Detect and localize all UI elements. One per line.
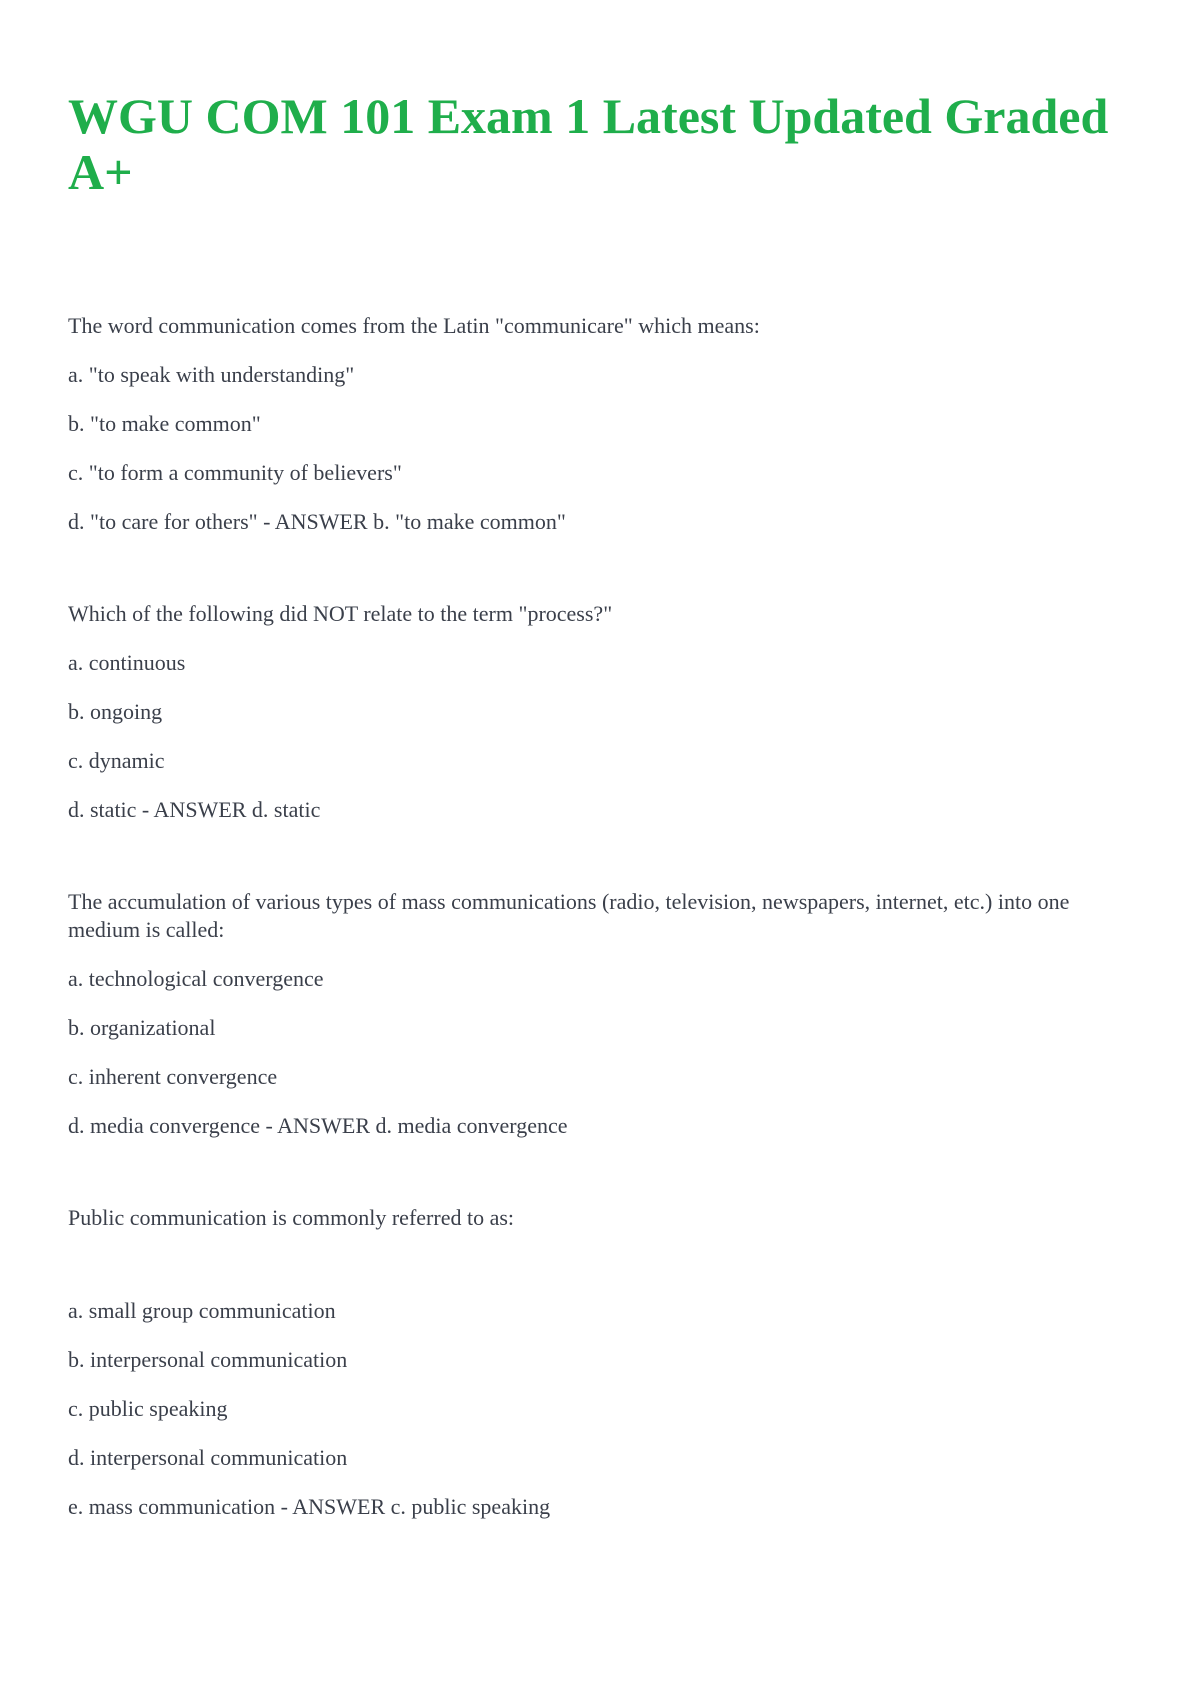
question-block bbox=[68, 1204, 1128, 1519]
question-text: The word communication comes from the Latin "communicare" which means: bbox=[68, 313, 760, 338]
answer-option: a. small group communication bbox=[68, 1298, 336, 1323]
answer-option: a. technological convergence bbox=[68, 966, 324, 991]
question-block bbox=[68, 600, 1128, 822]
answer-option: b. "to make common" bbox=[68, 411, 261, 436]
answer-option: d. interpersonal communication bbox=[68, 1445, 348, 1470]
answer-option: c. inherent convergence bbox=[68, 1064, 278, 1089]
answer-option-with-answer: d. static - ANSWER d. static bbox=[68, 797, 321, 822]
answer-option-with-answer: d. "to care for others" - ANSWER b. "to make common" bbox=[68, 509, 566, 534]
answer-option: c. "to form a community of believers" bbox=[68, 460, 402, 485]
answer-option-with-answer: e. mass communication - ANSWER c. public speaking bbox=[68, 1494, 551, 1519]
question-block bbox=[68, 888, 1128, 1138]
answer-option: b. organizational bbox=[68, 1015, 216, 1040]
answer-option: a. "to speak with understanding" bbox=[68, 362, 355, 387]
answer-option: c. dynamic bbox=[68, 748, 165, 773]
answer-option: c. public speaking bbox=[68, 1396, 228, 1421]
answer-option-with-answer: d. media convergence - ANSWER d. media convergence bbox=[68, 1113, 568, 1138]
question-text: The accumulation of various types of mass communications (radio, television, newspapers, internet, etc.) into one medium is called: bbox=[68, 889, 1070, 942]
answer-option: b. interpersonal communication bbox=[68, 1347, 348, 1372]
question-text: Which of the following did NOT relate to the term "process?" bbox=[68, 601, 613, 626]
question-text: Public communication is commonly referred to as: bbox=[68, 1205, 515, 1230]
question-block bbox=[68, 312, 1128, 534]
document-title: WGU COM 101 Exam 1 Latest Updated Graded A+ bbox=[68, 88, 1109, 200]
answer-option: a. continuous bbox=[68, 650, 186, 675]
answer-option: b. ongoing bbox=[68, 699, 163, 724]
